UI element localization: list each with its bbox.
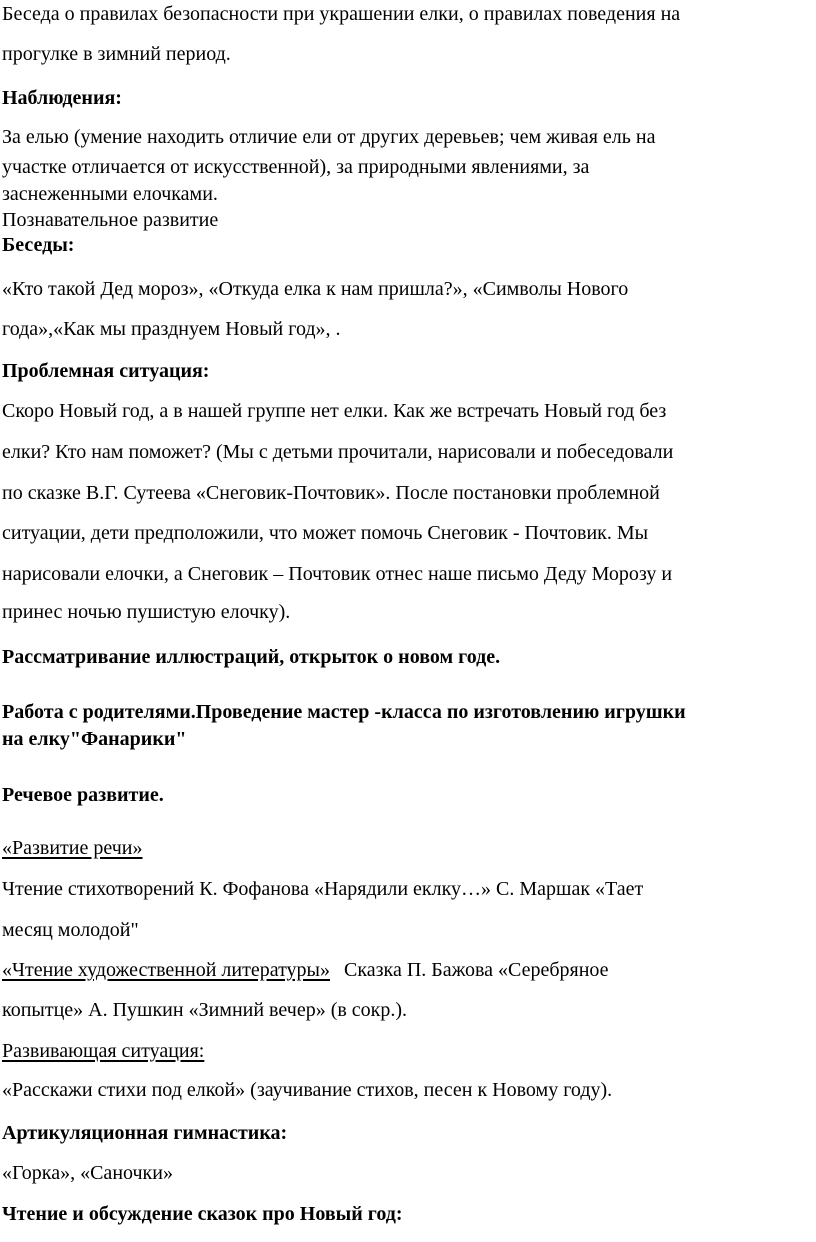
intro-line-2: прогулке в зимний период. <box>2 43 231 65</box>
articulation-heading: Артикуляционная гимнастика: <box>2 1122 288 1144</box>
speech-development-link[interactable]: «Развитие речи» <box>2 837 143 859</box>
talks-line-1: «Кто такой Дед мороз», «Откуда елка к нам пришла?», «Символы Нового <box>2 278 629 300</box>
talks-heading: Беседы: <box>2 234 75 256</box>
cognitive-heading: Познавательное развитие <box>2 209 219 231</box>
poems-line-1: Чтение стихотворений К. Фофанова «Нарядили еклку…» С. Маршак «Тает <box>2 878 644 900</box>
developing-heading: Развивающая ситуация: <box>2 1040 205 1062</box>
parents-line-1: Работа с родителями.Проведение мастер -класса по изготовлению игрушки <box>2 701 686 723</box>
intro-line-1: Беседа о правилах безопасности при украшении елки, о правилах поведения на <box>2 3 681 25</box>
articulation-line: «Горка», «Саночки» <box>2 1162 173 1184</box>
fiction-line-1 <box>2 958 609 982</box>
talks-line-2: года»,«Как мы празднуем Новый год», . <box>2 318 341 340</box>
reading-heading: Чтение и обсуждение сказок про Новый год: <box>2 1203 403 1225</box>
observations-line-2: участке отличается от искусственной), за природными явлениями, за <box>2 156 590 178</box>
fiction-line-2: копытце» А. Пушкин «Зимний вечер» (в сокр.). <box>2 999 408 1021</box>
problem-line-5: нарисовали елочки, а Снеговик – Почтовик отнес наше письмо Деду Морозу и <box>2 563 673 585</box>
illustrations-line: Рассматривание иллюстраций, открыток о новом годе. <box>2 646 501 668</box>
fiction-link[interactable]: «Чтение художественной литературы» <box>2 959 330 981</box>
observations-line-3: заснеженными елочками. <box>2 183 218 205</box>
problem-heading: Проблемная ситуация: <box>2 360 210 382</box>
developing-line: «Расскажи стихи под елкой» (заучивание стихов, песен к Новому году). <box>2 1079 613 1101</box>
poems-line-2: месяц молодой" <box>2 919 139 941</box>
problem-line-2: елки? Кто нам поможет? (Мы с детьми прочитали, нарисовали и побеседовали <box>2 441 674 463</box>
problem-line-6: принес ночью пушистую елочку). <box>2 601 291 623</box>
problem-line-3: по сказке В.Г. Сутеева «Снеговик-Почтовик». После постановки проблемной <box>2 482 660 504</box>
observations-line-1: За елью (умение находить отличие ели от других деревьев; чем живая ель на <box>2 126 656 148</box>
fiction-text: Сказка П. Бажова «Серебряное <box>344 959 609 981</box>
parents-line-2: на елку"Фанарики" <box>2 728 187 750</box>
speech-heading: Речевое развитие. <box>2 784 164 806</box>
problem-line-1: Скоро Новый год, а в нашей группе нет елки. Как же встречать Новый год без <box>2 400 667 422</box>
observations-heading: Наблюдения: <box>2 87 122 109</box>
problem-line-4: ситуации, дети предположили, что может помочь Снеговик - Почтовик. Мы <box>2 522 649 544</box>
